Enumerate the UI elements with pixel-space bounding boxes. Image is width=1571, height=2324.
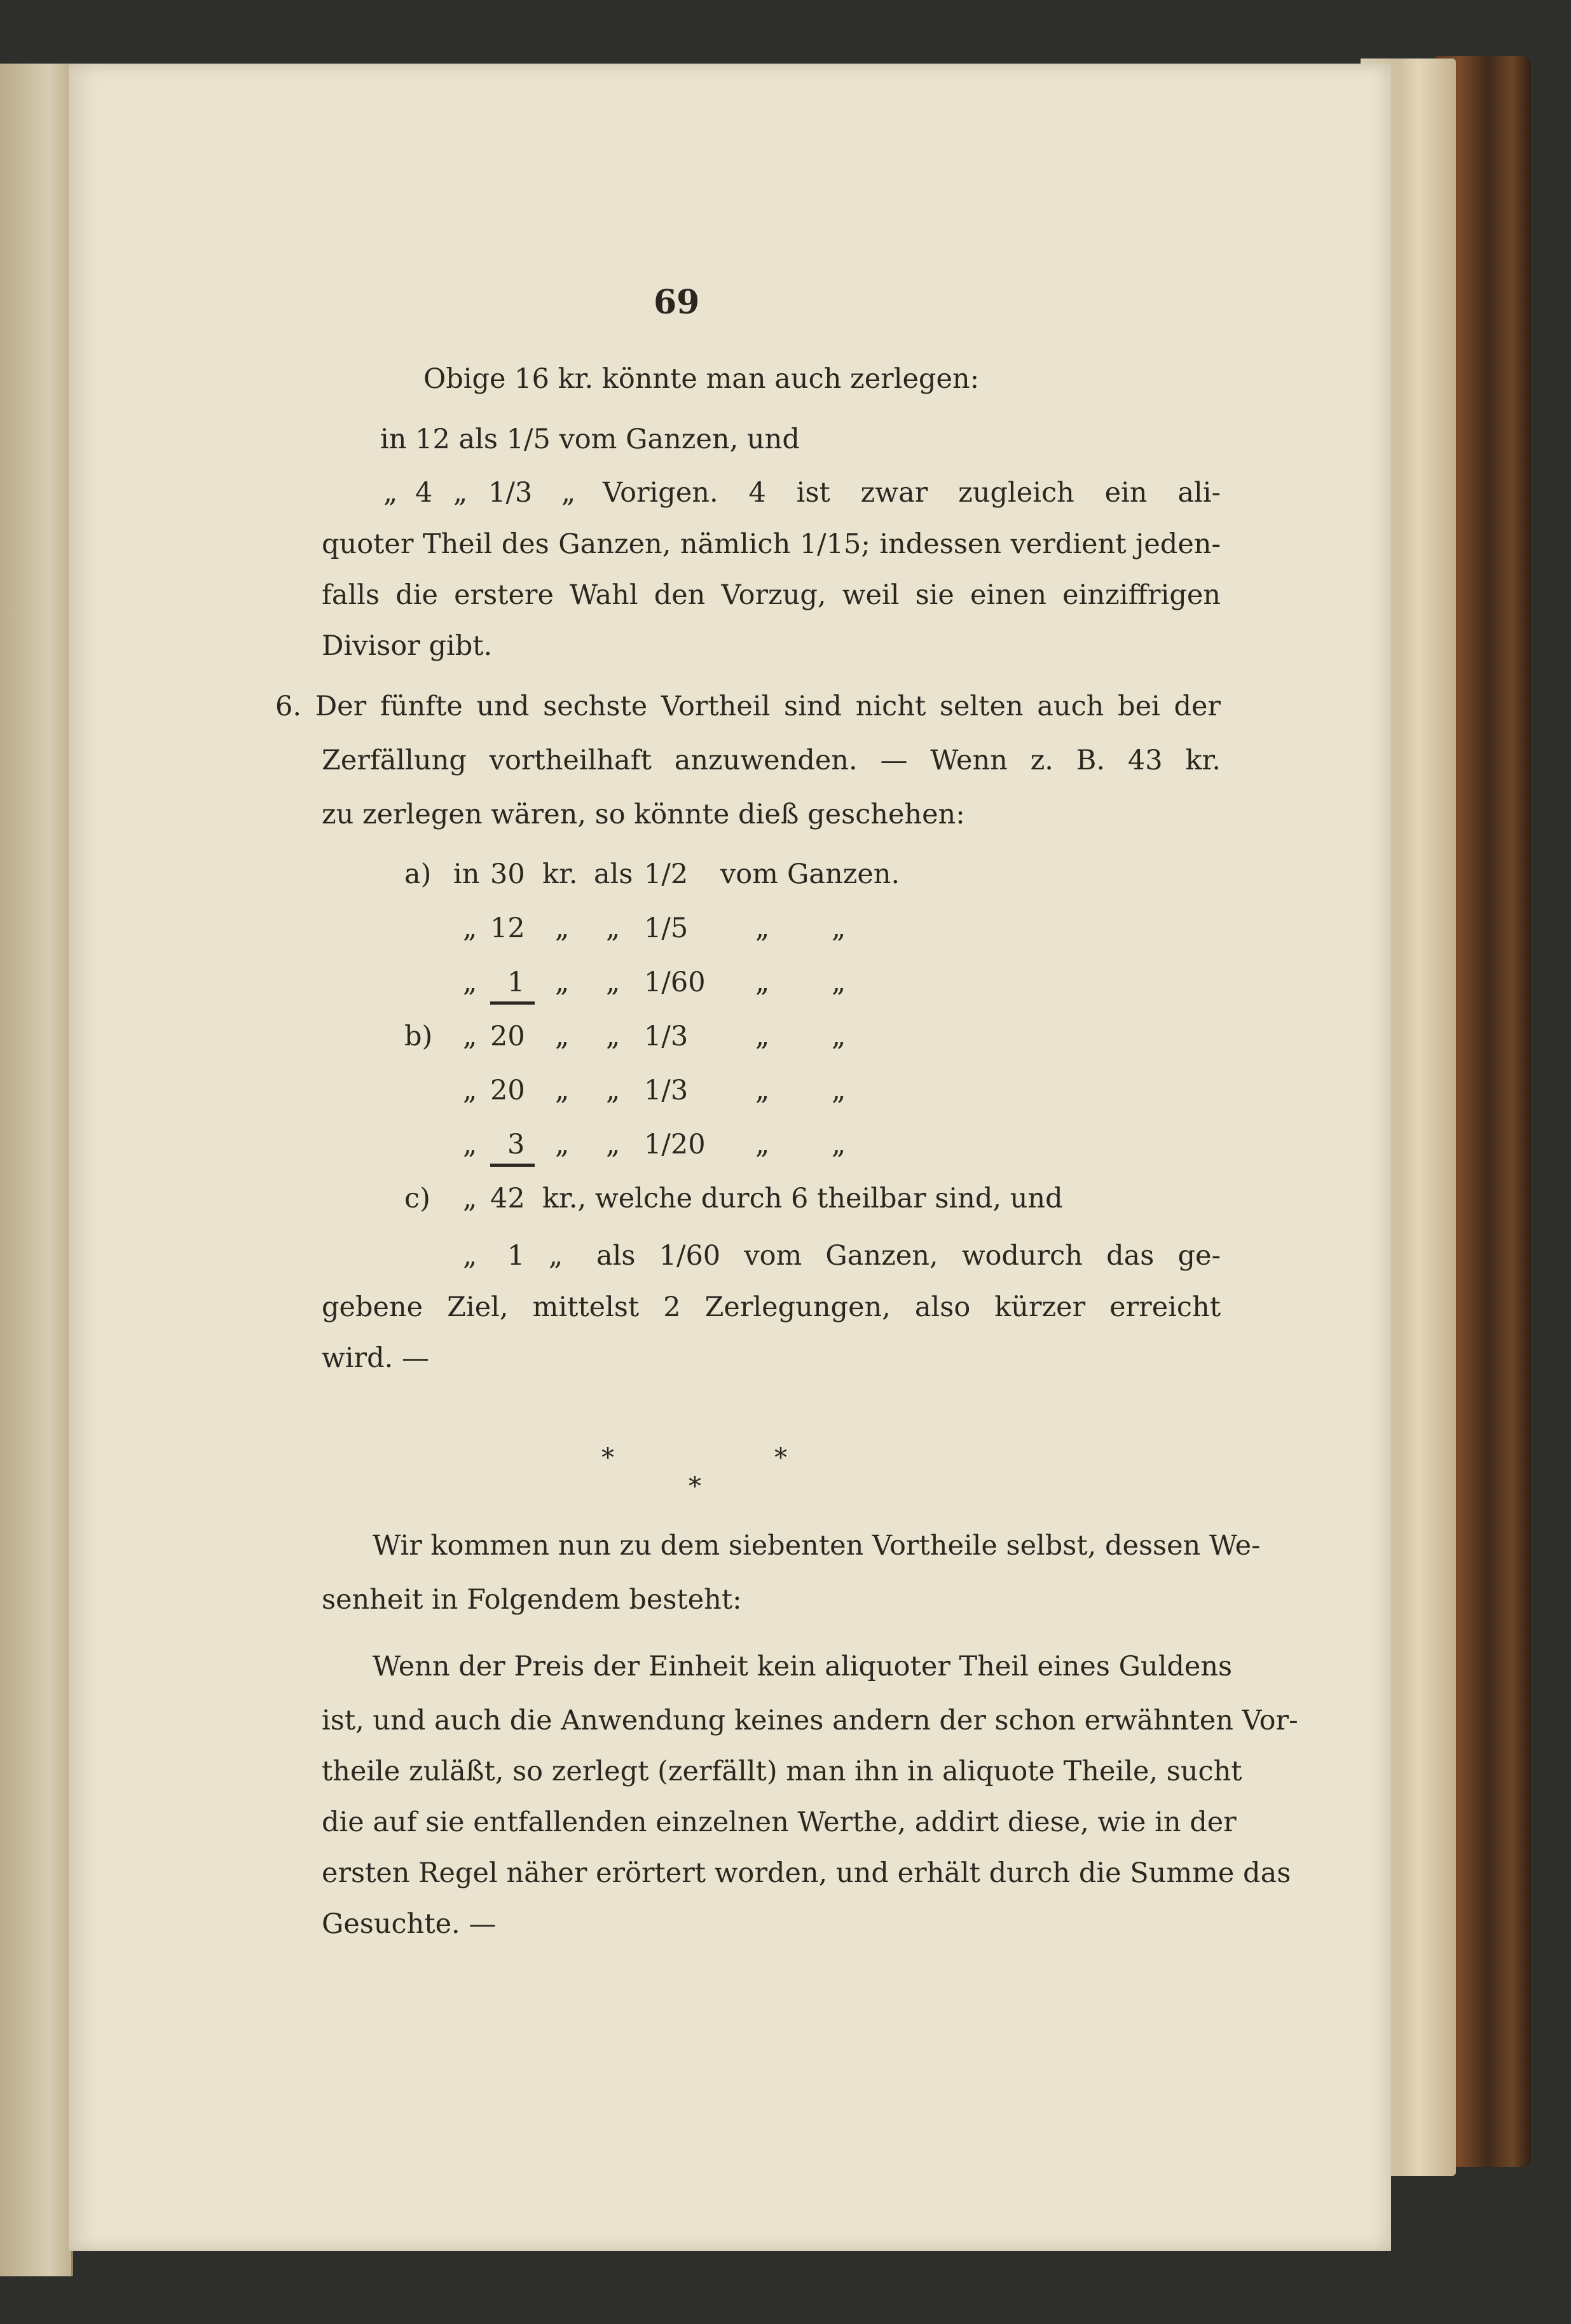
- table-cell: 1: [507, 966, 525, 998]
- table-cell: „: [755, 966, 770, 998]
- text-line: ersten Regel näher erörtert worden, und erhält durch die Summe das: [322, 1857, 1291, 1889]
- text-number: 4: [415, 477, 433, 509]
- row-label: c): [404, 1183, 430, 1214]
- table-cell: „: [755, 1021, 770, 1052]
- sum-underline: [490, 1164, 535, 1167]
- text-line: theile zuläßt, so zerlegt (zerfällt) man ihn in aliquote Theile, sucht: [322, 1756, 1242, 1787]
- table-cell: „: [755, 1075, 770, 1106]
- table-cell: in: [453, 858, 480, 890]
- ditto-mark: „: [453, 477, 468, 509]
- table-cell: 30: [490, 858, 525, 890]
- table-cell: vom: [720, 858, 778, 890]
- row-label: b): [404, 1021, 433, 1052]
- table-cell: „: [755, 1129, 770, 1160]
- ditto-mark: „: [561, 477, 576, 509]
- table-cell: „: [555, 1129, 570, 1160]
- book-page: [69, 64, 1391, 2251]
- text-line: kr., welche durch 6 theilbar sind, und: [542, 1183, 1063, 1214]
- table-cell: Ganzen.: [787, 858, 900, 890]
- text-line: Zerfällung vortheilhaft anzuwenden. — Wenn z. B. 43 kr.: [322, 745, 1221, 776]
- text-line: Obige 16 kr. könnte man auch zerlegen:: [423, 363, 980, 395]
- asterism-star: *: [774, 1443, 787, 1473]
- table-cell: „: [463, 1183, 477, 1214]
- table-cell: „: [463, 1240, 477, 1272]
- table-cell: „: [555, 1075, 570, 1106]
- page-number: 69: [654, 283, 700, 322]
- table-cell: „: [832, 1021, 846, 1052]
- fraction: 1/20: [644, 1129, 706, 1160]
- table-cell: 20: [490, 1021, 525, 1052]
- text-line: zu zerlegen wären, so könnte dieß geschehen:: [322, 799, 965, 830]
- fraction: 1/3: [644, 1075, 689, 1106]
- table-cell: „: [463, 1075, 477, 1106]
- text-line: 6. Der fünfte und sechste Vortheil sind nicht selten auch bei der: [275, 691, 1221, 722]
- fraction: 1/3: [488, 477, 533, 509]
- asterism-star: *: [689, 1472, 701, 1501]
- asterism-star: *: [601, 1443, 614, 1473]
- table-cell: „: [463, 1129, 477, 1160]
- table-cell: „: [606, 1129, 621, 1160]
- text-line: Wir kommen nun zu dem siebenten Vortheile selbst, dessen We-: [373, 1530, 1261, 1562]
- text-line: Wenn der Preis der Einheit kein aliquoter Theil eines Guldens: [373, 1651, 1233, 1682]
- table-cell: als: [594, 858, 633, 890]
- table-cell: „: [463, 1021, 477, 1052]
- text-line: quoter Theil des Ganzen, nämlich 1/15; indessen verdient jeden-: [322, 528, 1221, 560]
- left-page-edge: [0, 64, 73, 2276]
- table-cell: „: [832, 966, 846, 998]
- text-line: senheit in Folgendem besteht:: [322, 1584, 742, 1616]
- text-line: wird. —: [322, 1342, 429, 1374]
- ditto-mark: „: [383, 477, 398, 509]
- text-line: in 12 als 1/5 vom Ganzen, und: [380, 423, 800, 455]
- sum-underline: [490, 1001, 535, 1005]
- text-line: ist, und auch die Anwendung keines andern der schon erwähnten Vor-: [322, 1705, 1298, 1736]
- table-cell: 42: [490, 1183, 525, 1214]
- table-cell: „: [555, 966, 570, 998]
- table-cell: „: [555, 912, 570, 944]
- table-cell: kr.: [542, 858, 578, 890]
- table-cell: „: [606, 1075, 621, 1106]
- text-line: Gesuchte. —: [322, 1908, 497, 1940]
- table-cell: „: [832, 912, 846, 944]
- table-cell: „: [755, 912, 770, 944]
- table-cell: „: [463, 966, 477, 998]
- table-cell: 3: [507, 1129, 525, 1160]
- table-cell: „: [463, 912, 477, 944]
- fraction: 1/3: [644, 1021, 689, 1052]
- fraction: 1/5: [644, 912, 689, 944]
- text-line: als 1/60 vom Ganzen, wodurch das ge-: [596, 1240, 1221, 1272]
- fraction: 1/60: [644, 966, 706, 998]
- table-cell: „: [832, 1129, 846, 1160]
- table-cell: 1: [507, 1240, 525, 1272]
- table-cell: 12: [490, 912, 525, 944]
- row-label: a): [404, 858, 432, 890]
- table-cell: „: [606, 912, 621, 944]
- table-cell: „: [555, 1021, 570, 1052]
- text-line: gebene Ziel, mittelst 2 Zerlegungen, also kürzer erreicht: [322, 1291, 1221, 1323]
- text-line: die auf sie entfallenden einzelnen Werthe, addirt diese, wie in der: [322, 1806, 1237, 1838]
- text-line: Vorigen. 4 ist zwar zugleich ein ali-: [603, 477, 1221, 509]
- table-cell: „: [832, 1075, 846, 1106]
- table-cell: „: [606, 966, 621, 998]
- text-line: falls die erstere Wahl den Vorzug, weil sie einen einziffrigen: [322, 579, 1221, 611]
- table-cell: „: [606, 1021, 621, 1052]
- fraction: 1/2: [644, 858, 689, 890]
- text-line: Divisor gibt.: [322, 630, 493, 662]
- table-cell: 20: [490, 1075, 525, 1106]
- table-cell: „: [549, 1240, 563, 1272]
